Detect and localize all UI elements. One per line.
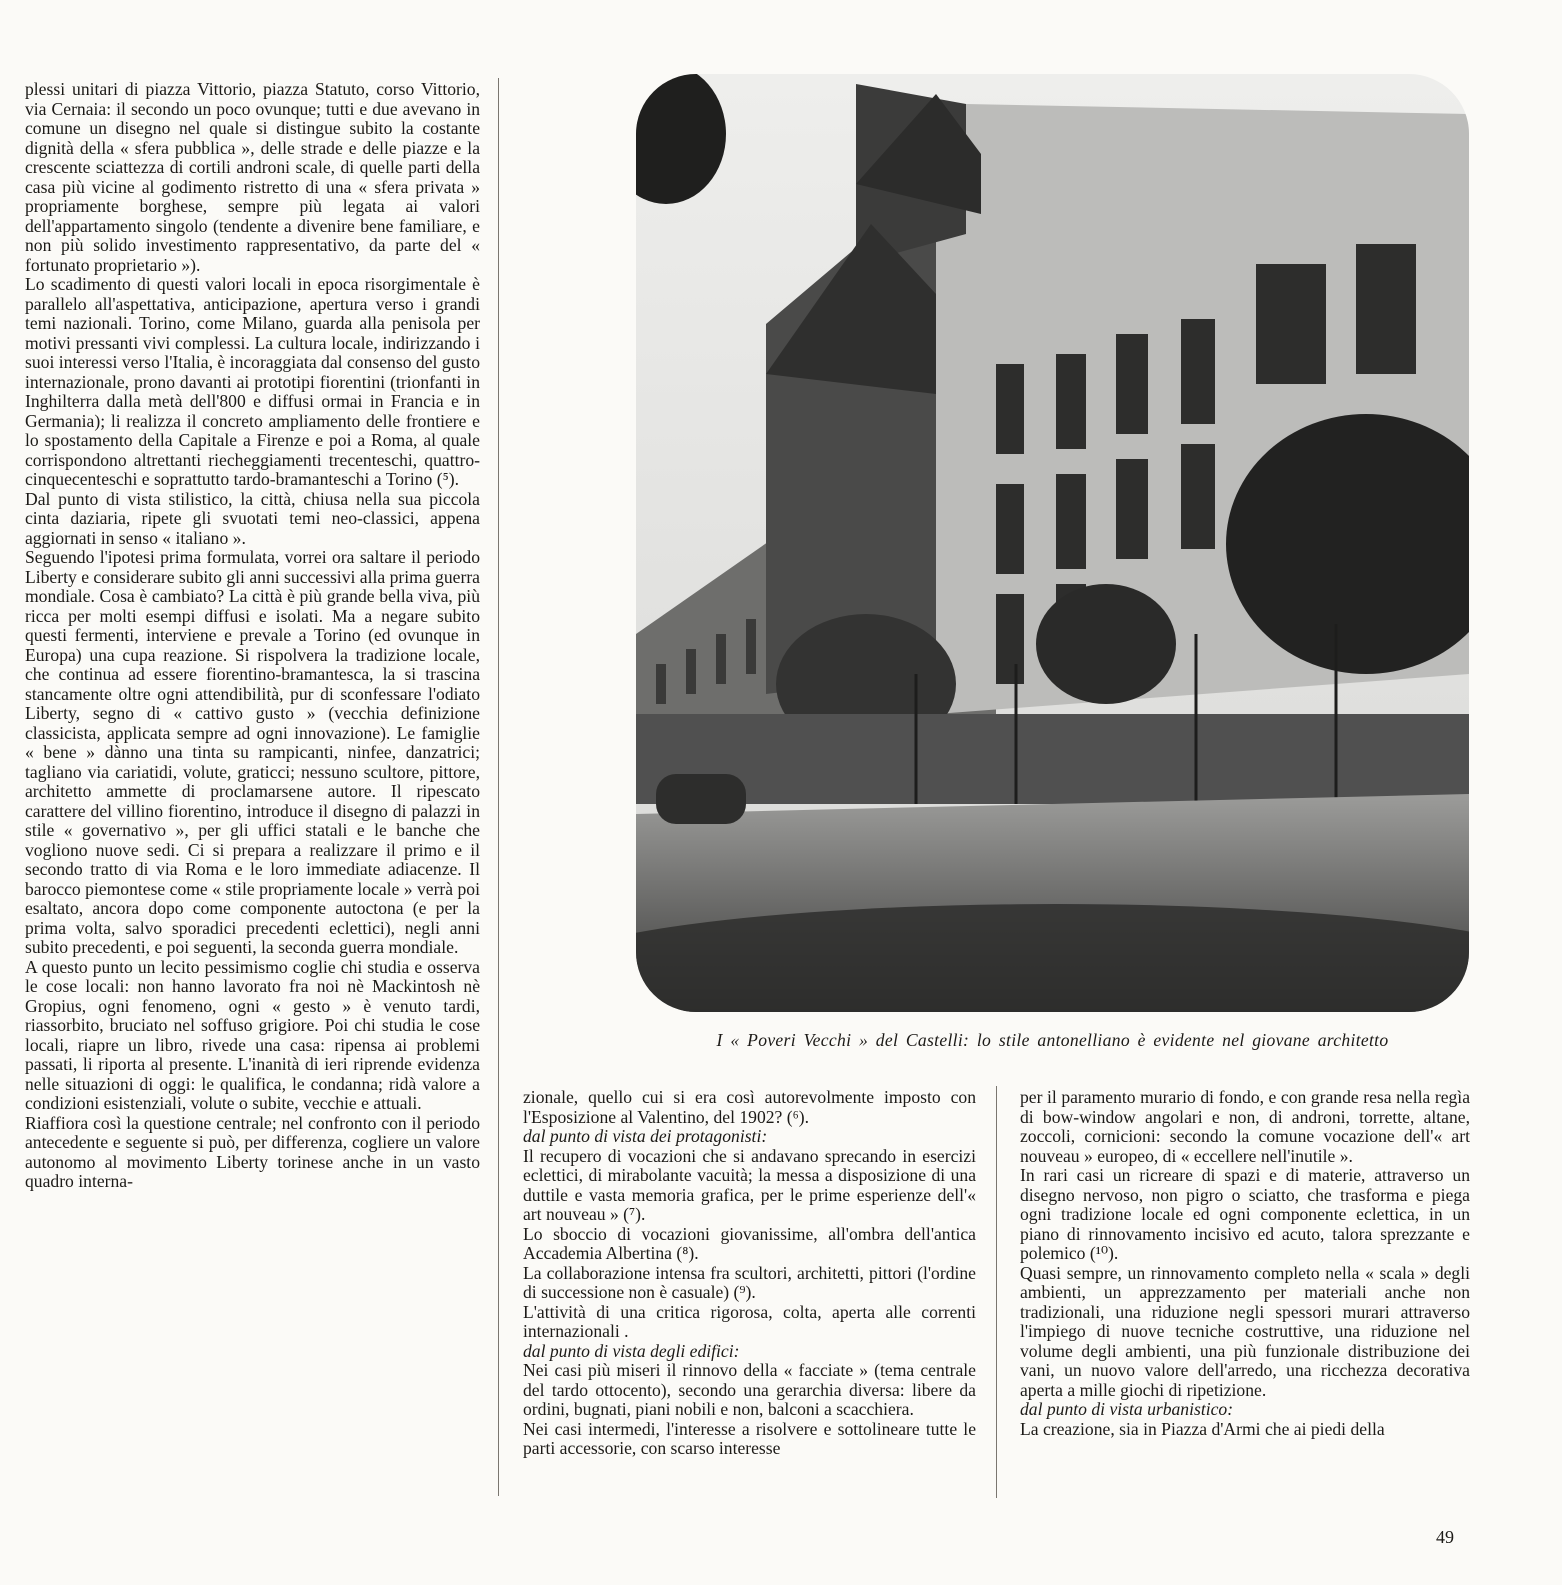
figure-caption: I « Poveri Vecchi » del Castelli: lo stile antonelliano è evidente nel giovane architetto: [716, 1030, 1389, 1050]
paragraph: La collaborazione intensa fra scultori, architetti, pittori (l'ordine di successione non è casuale) (⁹).: [523, 1262, 976, 1302]
section-subheading: dal punto di vista degli edifici:: [523, 1340, 740, 1361]
paragraph: In rari casi un ricreare di spazi e di materie, attraverso un disegno nervoso, non pigro o sciatto, che trasforma e piega ogni tradizione locale ed ogni componente eclettica, in un piano di rinnovamento incisivo ed acuto, talora sprezzante e polemico (¹⁰).: [1020, 1165, 1470, 1263]
paragraph: Quasi sempre, un rinnovamento completo nella « scala » degli ambienti, un apprezzamento per materiali anche non tradizionali, una riduzione negli spessori murari attraverso l'impiego di nuove tecniche costruttive, una riduzione nel volume degli ambienti, una più funzionale distribuzione dei vani, un nuovo valore dell'arredo, una ricchezza decorativa aperta a mille giochi di ripetizione.: [1020, 1262, 1470, 1400]
paragraph: zionale, quello cui si era così autorevolmente imposto con l'Esposizione al Valentino, del 1902? (⁶).: [523, 1087, 976, 1127]
paragraph: Nei casi intermedi, l'interesse a risolvere e sottolineare tutte le parti accessorie, con scarso interesse: [523, 1418, 976, 1458]
left-text-column: [25, 80, 480, 1192]
section-subheading: dal punto di vista urbanistico:: [1020, 1399, 1234, 1419]
paragraph: Il recupero di vocazioni che si andavano sprecando in esercizi eclettici, di mirabolante vacuità; la messa a disposizione di una duttile e vasta memoria grafica, per le prime esperienze dell'« art nouveau » (⁷).: [523, 1145, 976, 1224]
paragraph: L'attività di una critica rigorosa, colta, aperta alle correnti internazionali .: [523, 1301, 976, 1341]
column-divider-right: [996, 1086, 997, 1498]
paragraph: A questo punto un lecito pessimismo coglie chi studia e osserva le cose locali: non hanno lavorato fra noi nè Mackintosh nè Gropius, ogni fenomeno, ogni « gesto » è venuto tardi, riassorbito, bruciato nel soffuso grigiore. Poi chi studia le cose locali, riapre un libro, rivede una casa: ripensa ai problemi passati, li riporta al presente. L'inanità di ieri riprende evidenza nelle situazioni di oggi: le qualifica, le condanna; ridà valore a condizioni esistenziali, volute o subite, vecchie e attuali.: [25, 956, 480, 1113]
paragraph: plessi unitari di piazza Vittorio, piazza Statuto, corso Vittorio, via Cernaia: il secondo un poco ovunque; tutti e due avevano in comune un disegno nel quale si distingue subito la costante dignità della « sfera pubblica », delle strade e delle piazze e la crescente sciattezza di cortili androni scale, di quelle parti della casa più vicine al godimento ristretto di una « sfera privata » propriamente borghese, sempre più legata ai valori dell'appartamento singolo (tendente a divenire bene familiare, e non più solido investimento rappresentativo, da parte del « fortunato proprietario »).: [25, 79, 480, 275]
paragraph: per il paramento murario di fondo, e con grande resa nella regìa di bow-window angolari e non, di androni, torrette, altane, zoccoli, cornicioni: secondo la comune vocazione dell'« art nouveau » europeo, di « eccellere nell'inutile ».: [1020, 1087, 1470, 1166]
middle-text-column: [523, 1088, 976, 1459]
building-photograph: [636, 74, 1469, 1012]
page-number: 49: [1436, 1527, 1454, 1547]
paragraph: Riaffiora così la questione centrale; nel confronto con il periodo antecedente e seguente si può, per differenza, cogliere un valore autonomo al movimento Liberty torinese anche in un vasto quadro interna-: [25, 1112, 480, 1191]
paragraph: Dal punto di vista stilistico, la città, chiusa nella sua piccola cinta daziaria, ripete gli svuotati temi neo-classici, appena aggiornati in senso « italiano ».: [25, 488, 480, 548]
paragraph: Nei casi più miseri il rinnovo della « facciate » (tema centrale del tardo ottocento), secondo una gerarchia diversa: libere da ordini, bugnati, piani nobili e non, balconi a scacchiera.: [523, 1360, 976, 1419]
right-text-column: [1020, 1088, 1470, 1439]
section-subheading: dal punto di vista dei protagonisti:: [523, 1126, 768, 1146]
column-divider-left: [498, 78, 499, 1496]
paragraph: Seguendo l'ipotesi prima formulata, vorrei ora saltare il periodo Liberty e considerare subito gli anni successivi alla prima guerra mondiale. Cosa è cambiato? La città è più grande bella viva, più ricca per molti esempi diffusi e isolati. Ma a negare subito questi fermenti, interviene e prevale a Torino (ed ovunque in Europa) una cupa reazione. Si rispolvera la tradizione locale, che continua ad essere fiorentino-bramantesca, la si trascina stancamente oltre ogni attendibilità, pur di sconfessare l'odiato Liberty, segno di « cattivo gusto » (vecchia definizione classicista, applicata sempre ad ogni innovazione). Le famiglie « bene » dànno una tinta su rampicanti, ninfee, danzatrici; tagliano via cariatidi, volute, graticci; nessuno scultore, pittore, architetto ammette di proclamarsene autore. Il ripescato carattere del villino fiorentino, introduce il disegno di palazzi in stile « governativo », per gli uffici statali e le banche che vogliono nuove sedi. Ci si prepara a realizzare il primo e il secondo tratto di via Roma e le loro immediate adiacenze. Il barocco piemontese come « stile propriamente locale » verrà poi esaltato, ancora dopo come componente autoctona (e per la prima volta, salvo sporadici precedenti eclettici), negli anni subito precedenti, e poi seguenti, la seconda guerra mondiale.: [25, 547, 480, 957]
paragraph: Lo scadimento di questi valori locali in epoca risorgimentale è parallelo all'aspettativa, anticipazione, apertura verso i grandi temi nazionali. Torino, come Milano, guarda alla penisola per motivi pressanti vivi complessi. La cultura locale, indirizzando i suoi interessi verso l'Italia, è incoraggiata dal consenso del gusto internazionale, prono davanti ai prototipi fiorentini (trionfanti in Inghilterra dalla metà dell'800 e diffusi ormai in Francia e in Germania); li realizza il concreto ampliamento delle frontiere e lo spostamento della Capitale a Firenze e poi a Roma, al quale corrispondono altrettanti riecheggiamenti trecenteschi, quattro-cinquecenteschi e soprattutto tardo-bramanteschi a Torino (⁵).: [25, 274, 480, 489]
paragraph: Lo sboccio di vocazioni giovanissime, all'ombra dell'antica Accademia Albertina (⁸).: [523, 1223, 976, 1263]
paragraph: La creazione, sia in Piazza d'Armi che ai piedi della: [1020, 1418, 1385, 1439]
